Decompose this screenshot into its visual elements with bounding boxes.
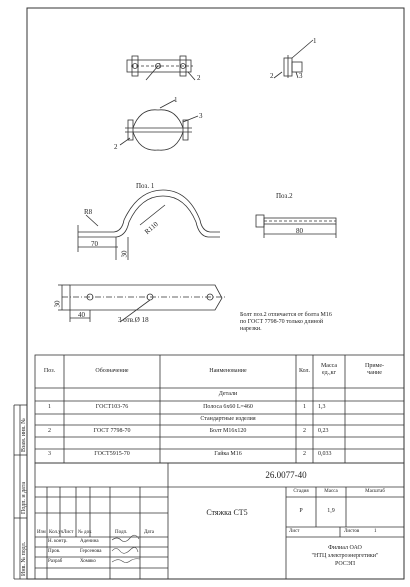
- hdr-name: Наименование: [209, 368, 247, 374]
- pos1-d70: 70: [91, 240, 98, 248]
- clamp-callout-2: 2: [114, 143, 118, 151]
- pos2-d80: 80: [296, 227, 303, 235]
- tb-massa: Масса: [324, 489, 338, 494]
- org-line-3: РОСЭП: [334, 561, 356, 567]
- tb-stadia-val: Р: [299, 508, 303, 514]
- callout-1: 1: [158, 62, 162, 70]
- tb-stadia: Стадия: [293, 489, 309, 494]
- role-razrab: Разраб: [48, 559, 63, 564]
- note-line-1: Болт поз.2 отличается от болта М16: [240, 312, 332, 318]
- role-nkontr: Н. контр.: [48, 539, 68, 544]
- pos1-d30: 30: [120, 250, 129, 258]
- clamp-lower: [133, 132, 183, 150]
- clamp-upper: [133, 110, 183, 128]
- rev-col-koluch: Кол.уч: [49, 530, 64, 535]
- plate-d40: 40: [78, 311, 85, 319]
- rev-col-data: Дата: [144, 530, 154, 535]
- row2-pos: 2: [48, 428, 51, 434]
- plate-d30: 30: [53, 300, 62, 308]
- clamp-callout-1: 1: [174, 96, 178, 104]
- row2-oboz: ГОСТ 7798-70: [93, 428, 131, 434]
- hdr-qty: Кол.: [298, 368, 311, 374]
- rev-col-list: Лист: [63, 530, 74, 535]
- pos2-bolt-head: [256, 215, 264, 227]
- pos1-title: Поз. 1: [136, 182, 155, 190]
- note-line-2: по ГОСТ 7798-70 только длиной: [240, 319, 324, 325]
- hdr-pos: Поз.: [43, 368, 56, 374]
- tb-masshtab: Масштаб: [365, 489, 385, 494]
- row2-qty: 2: [303, 428, 306, 434]
- rev-col-podp: Подп.: [115, 530, 128, 535]
- drawing-name: Стяжка СТ5: [206, 508, 248, 517]
- note-line-3: нарезки.: [240, 326, 262, 332]
- rev-col-izm: Изм: [37, 530, 46, 535]
- side-vzam: Взам. инв. №: [21, 418, 27, 452]
- clamp-callout-3: 3: [199, 112, 203, 120]
- tb-listov-val: 1: [374, 529, 377, 534]
- rev-col-ndok: № док: [78, 530, 92, 535]
- row1-pos: 1: [48, 404, 51, 410]
- doc-number: 26.0077-40: [265, 470, 307, 480]
- name-1: Аденина: [80, 539, 99, 544]
- row3-pos: 3: [48, 451, 51, 457]
- side-inv: Инв. № подл.: [21, 541, 27, 576]
- row1-oboz: ГОСТ103-76: [95, 404, 129, 410]
- row1-name: Полоса 6х60 L=460: [203, 404, 253, 410]
- row3-name: Гайка М16: [214, 451, 242, 457]
- role-prov: Пров.: [48, 549, 61, 554]
- section-details: Детали: [218, 391, 238, 397]
- plate-holes: 3 отв.Ø 18: [118, 316, 149, 324]
- org-line-1: Филиал ОАО: [328, 545, 362, 551]
- row2-name: Болт М16х120: [209, 428, 247, 434]
- pos1-r110: R110: [143, 220, 160, 236]
- hdr-mass: Масса ед.,кг: [320, 363, 338, 376]
- row3-oboz: ГОСТ5915-70: [94, 451, 130, 457]
- row1-qty: 1: [303, 404, 306, 410]
- callout-3b: 3: [299, 72, 303, 80]
- tb-massa-val: 1,9: [327, 508, 335, 514]
- org-line-2: "НТЦ электроэнергетики": [311, 553, 379, 559]
- name-3: Хомяко: [80, 559, 96, 564]
- pos2-title: Поз.2: [276, 192, 293, 200]
- tb-list: Лист: [289, 529, 300, 534]
- name-2: Герсенова: [80, 549, 102, 554]
- tb-listov: Листов: [344, 529, 360, 534]
- row3-mass: 0,033: [318, 451, 332, 457]
- callout-2b: 2: [270, 72, 274, 80]
- row2-mass: 0,23: [318, 428, 329, 434]
- callout-1b: 1: [313, 37, 317, 45]
- row1-mass: 1,3: [318, 404, 326, 410]
- section-std: Стандартные изделия: [200, 416, 256, 422]
- hdr-note: Приме- чание: [364, 363, 384, 376]
- callout-2: 2: [197, 74, 201, 82]
- side-podp: Подп. и дата: [21, 481, 27, 514]
- row3-qty: 2: [303, 451, 306, 457]
- hdr-oboz: Обозначение: [95, 368, 129, 374]
- pos1-r8: R8: [84, 208, 93, 216]
